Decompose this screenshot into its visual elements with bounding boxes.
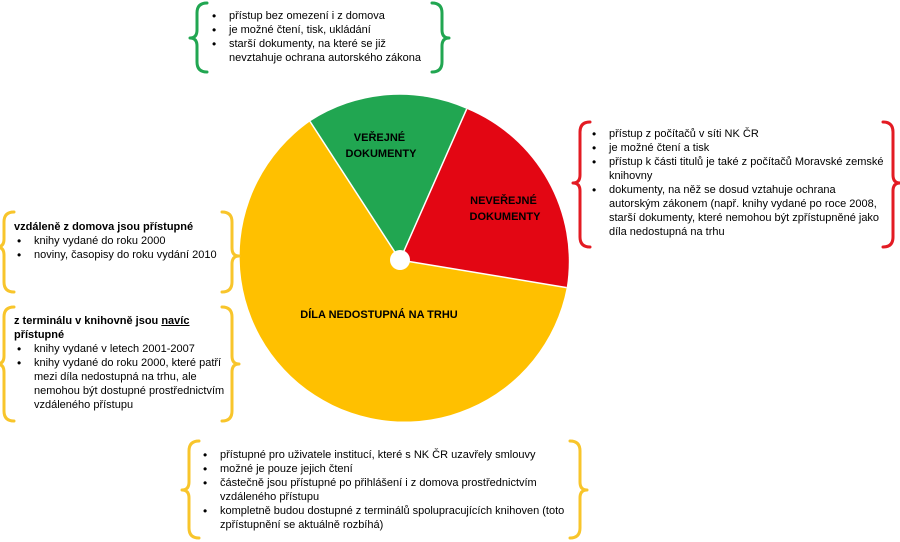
heading-terminal-access: z terminálu v knihovně jsou navíc přístupné: [14, 315, 190, 341]
list-item: • knihy vydané do roku 2000, které patří mezi díla nedostupná na trhu, ale nemohou být dostupné prostřednictvím vzdáleného přístupu: [14, 356, 229, 412]
list-item: • přístup bez omezení i z domova: [209, 9, 434, 23]
box-unavailable-access: [200, 448, 570, 532]
list-item: • knihy vydané do roku 2000: [14, 234, 229, 248]
label-unavailable: DÍLA NEDOSTUPNÁ NA TRHU: [300, 309, 458, 321]
list-item: • přístup z počítačů v síti NK ČR: [589, 127, 889, 141]
list-item: • starší dokumenty, na které se již nevztahuje ochrana autorského zákona: [209, 37, 434, 65]
list-item: • přístup k části titulů je také z počítačů Moravské zemské knihovny: [589, 155, 889, 183]
list-item: • přístupné pro uživatele institucí, které s NK ČR uzavřely smlouvy: [200, 448, 570, 462]
label-public: VEŘEJNÉ DOKUMENTY: [345, 132, 417, 160]
list-item: • knihy vydané v letech 2001-2007: [14, 342, 229, 356]
label-nonpublic: NEVEŘEJNÉ DOKUMENTY: [469, 195, 541, 223]
list-item: • je možné čtení a tisk: [589, 141, 889, 155]
heading-remote-access: vzdáleně z domova jsou přístupné: [14, 221, 194, 233]
list-item: • kompletně budou dostupné z terminálů spolupracujících knihoven (toto zpřístupnění se aktuálně rozbíhá): [200, 504, 570, 532]
list-item: • je možné čtení, tisk, ukládání: [209, 23, 434, 37]
list-item: • dokumenty, na něž se dosud vztahuje ochrana autorským zákonem (např. knihy vydané po roce 2008, starší dokumenty, které nemohou být zpřístupněné jako díla nedostupná na trhu: [589, 183, 889, 239]
list-item: • částečně jsou přístupné po přihlášení i z domova prostřednictvím vzdáleného přístupu: [200, 476, 570, 504]
list-item: • noviny, časopisy do roku vydání 2010: [14, 248, 229, 262]
list-item: • možné je pouze jejich čtení: [200, 462, 570, 476]
